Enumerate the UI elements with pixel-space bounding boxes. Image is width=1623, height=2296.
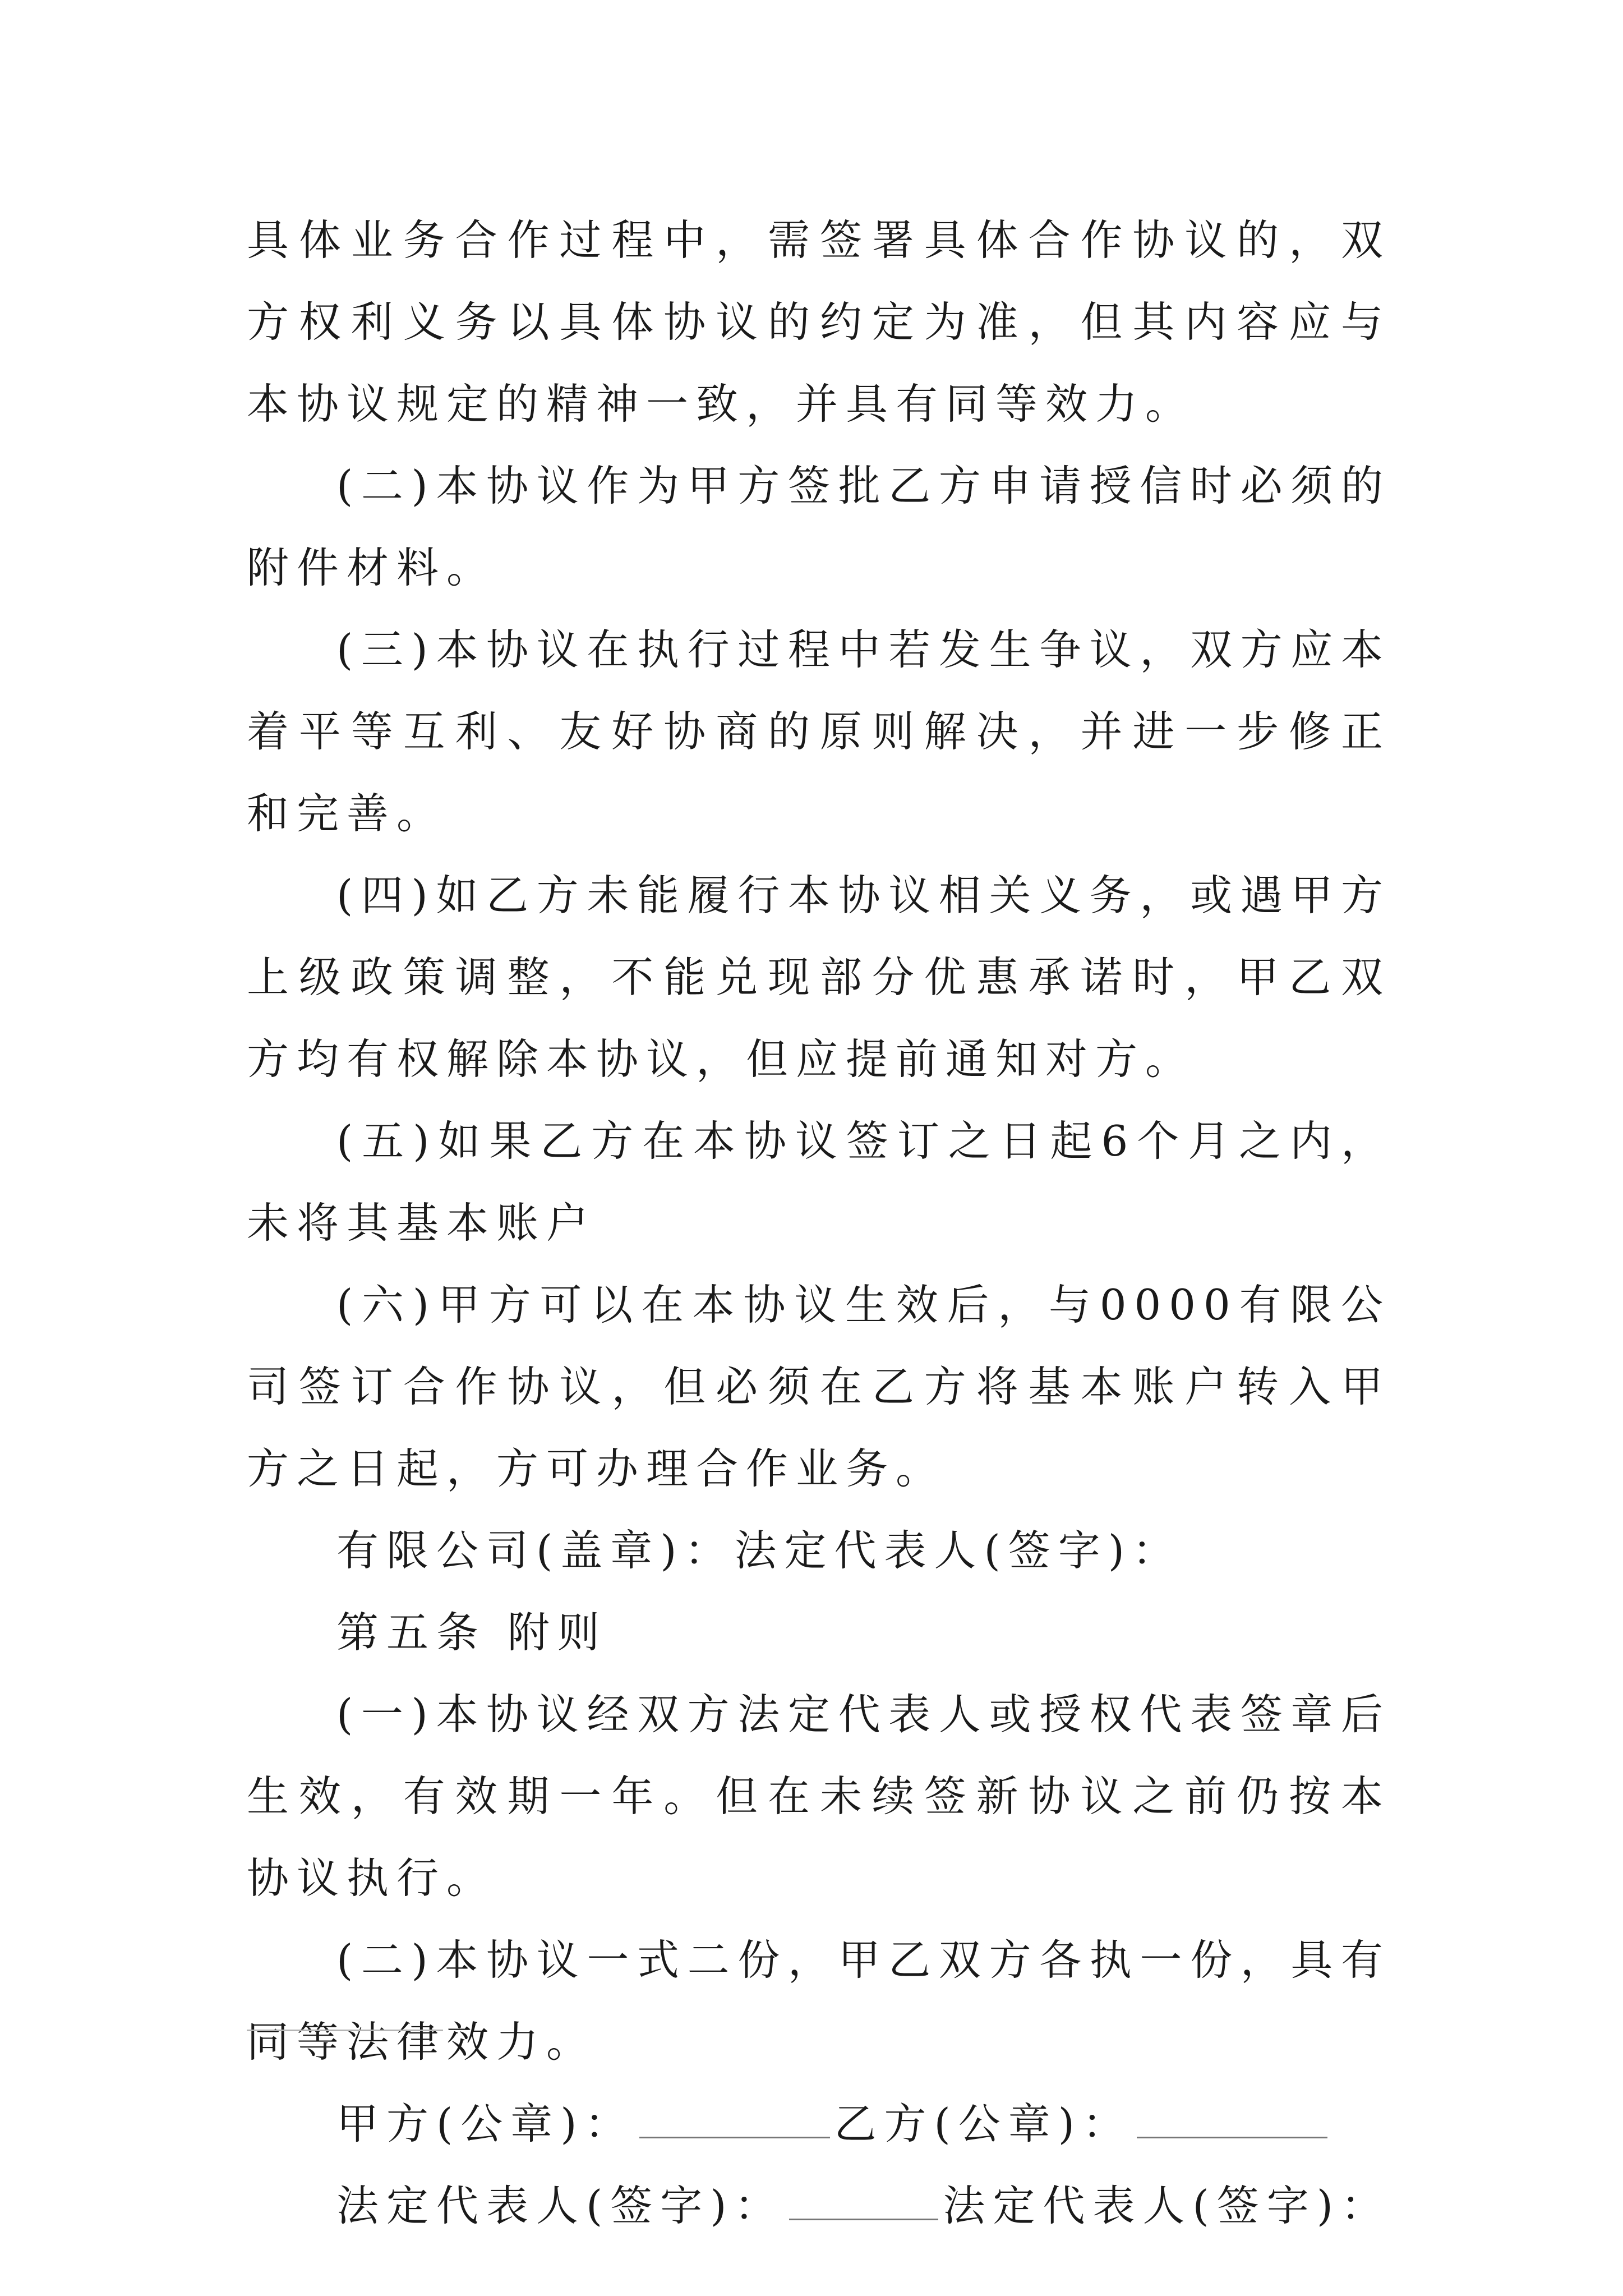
- paragraph-clause-5: (五)如果乙方在本协议签订之日起6个月之内，未将其基本账户: [247, 1116, 1391, 1248]
- paragraph-article-5-clause-2: (二)本协议一式二份，甲乙双方各执一份，具有同等法律效力。: [247, 1935, 1391, 2067]
- party-b-seal-label: 乙方(公章)：: [834, 2099, 1133, 2148]
- document-body: [247, 199, 1391, 2247]
- party-a-rep-label: 法定代表人(签字)：: [336, 2181, 785, 2230]
- paragraph-article-5-clause-1: (一)本协议经双方法定代表人或授权代表签章后生效，有效期一年。但在未续签新协议之前仍按本协议执行。: [247, 1690, 1391, 1903]
- party-a-rep-blank: [789, 2213, 939, 2220]
- footnote-separator: [247, 2030, 443, 2031]
- party-b-seal-blank: [1137, 2131, 1327, 2138]
- paragraph-company-seal: 有限公司(盖章)：法定代表人(签字)：: [336, 1526, 1183, 1575]
- signature-seal-line: [247, 2083, 1391, 2165]
- party-b-rep-label: 法定代表人(签字)：: [943, 2181, 1391, 2230]
- paragraph-cooperation-terms: 具体业务合作过程中，需签署具体合作协议的，双方权利义务以具体协议的约定为准，但其内容应与本协议规定的精神一致，并具有同等效力。: [247, 215, 1391, 429]
- signature-rep-line: [247, 2165, 1391, 2247]
- party-a-seal-blank: [639, 2131, 830, 2138]
- section-heading-article-5: 第五条 附则: [336, 1608, 607, 1657]
- paragraph-clause-3: (三)本协议在执行过程中若发生争议，双方应本着平等互利、友好协商的原则解决，并进一步修正和完善。: [247, 625, 1391, 838]
- paragraph-clause-6: (六)甲方可以在本协议生效后，与0000有限公司签订合作协议，但必须在乙方将基本账户转入甲方之日起，方可办理合作业务。: [247, 1280, 1391, 1493]
- paragraph-clause-4: (四)如乙方未能履行本协议相关义务，或遇甲方上级政策调整，不能兑现部分优惠承诺时，甲乙双方均有权解除本协议，但应提前通知对方。: [247, 871, 1391, 1084]
- paragraph-clause-2: (二)本协议作为甲方签批乙方申请授信时必须的附件材料。: [247, 461, 1391, 592]
- party-a-seal-label: 甲方(公章)：: [336, 2099, 635, 2148]
